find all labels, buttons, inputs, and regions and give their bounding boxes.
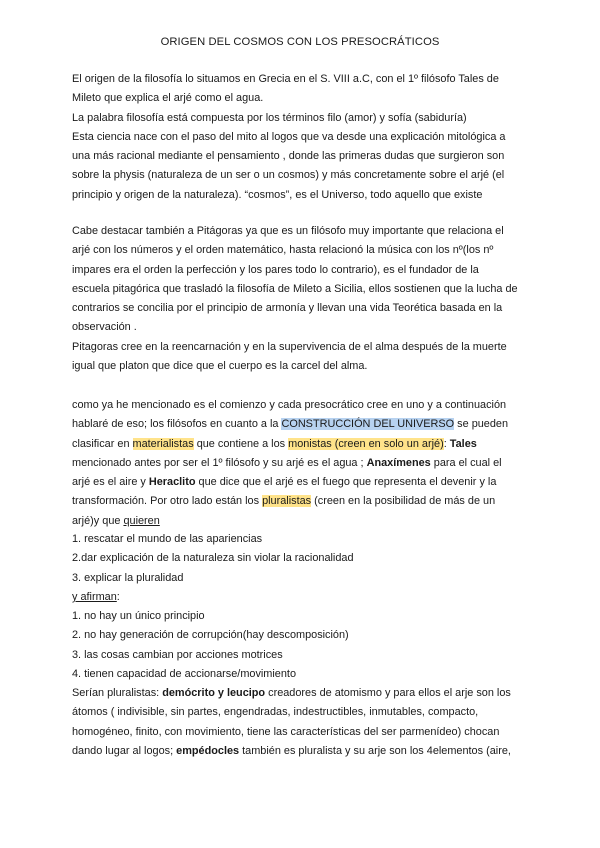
- paragraph-construccion: [72, 396, 532, 531]
- text-span: mencionado antes por ser el 1º filósofo y su arjé es el agua ;: [72, 456, 367, 469]
- text-line: Cabe destacar también a Pitágoras ya que es un filósofo muy importante que relaciona el: [72, 225, 504, 237]
- text-line: [72, 512, 532, 531]
- text-line: [72, 435, 532, 454]
- bold-heraclito: Heraclito: [148, 476, 196, 489]
- text-line: impares era el orden la perfección y los pares todo lo contrario), es el fundador de la: [72, 263, 479, 276]
- text-span: que contiene a los: [193, 437, 289, 450]
- text-span: creadores de atomismo y para ellos el arje son los: [265, 687, 511, 699]
- text-line: principio y origen de la naturaleza). “cosmos”, es el Universo, todo aquello que existe: [72, 188, 483, 201]
- bold-tales: Tales: [449, 437, 477, 450]
- list-item: 3. explicar la pluralidad: [72, 571, 184, 584]
- paragraph-origin: [72, 70, 532, 205]
- text-line: homogéneo, finito, con movimiento, tiene las características del ser parmenídeo) chocan: [72, 725, 500, 738]
- highlight-materialistas: materialistas: [132, 437, 194, 450]
- text-span: arjé)y que: [72, 514, 124, 527]
- text-line: La palabra filosofía está compuesta por los términos filo (amor) y sofía (sabiduría): [72, 111, 467, 124]
- list-item: 1. rescatar el mundo de las apariencias: [72, 533, 263, 545]
- document-title: ORIGEN DEL COSMOS CON LOS PRESOCRÁTICOS: [160, 36, 440, 48]
- bold-democrito: demócrito y leucipo: [162, 687, 266, 699]
- text-line: [72, 473, 532, 492]
- paragraph-pitagoras: [72, 222, 532, 376]
- list-item: 4. tienen capacidad de accionarse/movimiento: [72, 668, 296, 681]
- text-span: se pueden: [454, 418, 509, 431]
- text-line: [72, 588, 532, 607]
- list-item: 2. no hay generación de corrupción(hay descomposición): [72, 629, 349, 642]
- text-line: [72, 454, 532, 473]
- bold-empedocles: empédocles: [176, 744, 240, 757]
- text-line: [72, 742, 532, 761]
- text-line: arjé con los números y el orden matemático, hasta relacionó la música con los nº(los nº: [72, 244, 494, 257]
- list-item: 2.dar explicación de la naturaleza sin violar la racionalidad: [72, 552, 354, 565]
- text-line: átomos ( indivisible, sin partes, engendradas, indestructibles, inmutables, compacto,: [72, 706, 479, 719]
- text-line: Mileto que explica el arjé como el agua.: [72, 92, 264, 105]
- text-line: [72, 492, 532, 511]
- text-line: Esta ciencia nace con el paso del mito al logos que va desde una explicación mitológica a: [72, 130, 506, 143]
- text-line: escuela pitagórica que trasladó la filosofía de Mileto a Sicilia, ellos sostienen que la lucha de: [72, 282, 518, 295]
- list-item: 1. no hay un único principio: [72, 610, 205, 623]
- text-line: [72, 415, 532, 434]
- text-span: transformación. Por otro lado están los: [72, 495, 263, 508]
- list-item: 3. las cosas cambian por acciones motrices: [72, 648, 283, 661]
- highlight-monistas: monistas (creen en solo un arjé): [288, 437, 444, 450]
- text-span: clasificar en: [72, 437, 133, 450]
- text-span: dando lugar al logos;: [72, 744, 177, 757]
- text-line: [72, 684, 532, 703]
- underline-quieren: quieren: [123, 514, 160, 527]
- text-span: hablaré de eso; los filósofos en cuanto a la: [72, 418, 282, 431]
- text-line: sobre la physis (naturaleza de un ser o un cosmos) y más concretamente sobre el arjé (el: [72, 169, 505, 182]
- text-line: El origen de la filosofía lo situamos en Grecia en el S. VIII a.C, con el 1º filósofo Tales de: [72, 73, 499, 85]
- text-line: igual que platon que dice que el cuerpo es la carcel del alma.: [72, 360, 368, 373]
- text-line: como ya he mencionado es el comienzo y cada presocrático cree en uno y a continuación: [72, 399, 507, 411]
- text-span: :: [116, 590, 120, 603]
- text-span: que dice que el arjé es el fuego que representa el devenir y la: [195, 476, 497, 489]
- text-line: observación .: [72, 321, 137, 334]
- highlight-construccion: CONSTRUCCIÓN DEL UNIVERSO: [281, 418, 455, 431]
- text-span: :: [443, 437, 450, 450]
- text-span: para el cual el: [430, 456, 502, 469]
- paragraph-pluralistas: [72, 684, 532, 761]
- text-span: también es pluralista y su arje son los 4elementos (aire,: [239, 744, 511, 757]
- text-span: Serían pluralistas:: [72, 687, 163, 699]
- text-span: (creen en la posibilidad de más de un: [311, 495, 496, 508]
- text-line: contrarios se concilia por el principio de armonía y llevan una vida Teorética basada en la: [72, 302, 503, 315]
- text-span: arjé es el aire y: [72, 476, 149, 489]
- underline-afirman: y afirman: [72, 590, 117, 603]
- bold-anaximenes: Anaxímenes: [366, 456, 431, 469]
- highlight-pluralistas: pluralistas: [262, 495, 312, 508]
- list-quieren: [72, 530, 532, 684]
- text-line: una más racional mediante el pensamiento , donde las primeras dudas que surgieron son: [72, 150, 505, 163]
- text-line: Pitagoras cree en la reencarnación y en la supervivencia de el alma después de la muerte: [72, 340, 507, 353]
